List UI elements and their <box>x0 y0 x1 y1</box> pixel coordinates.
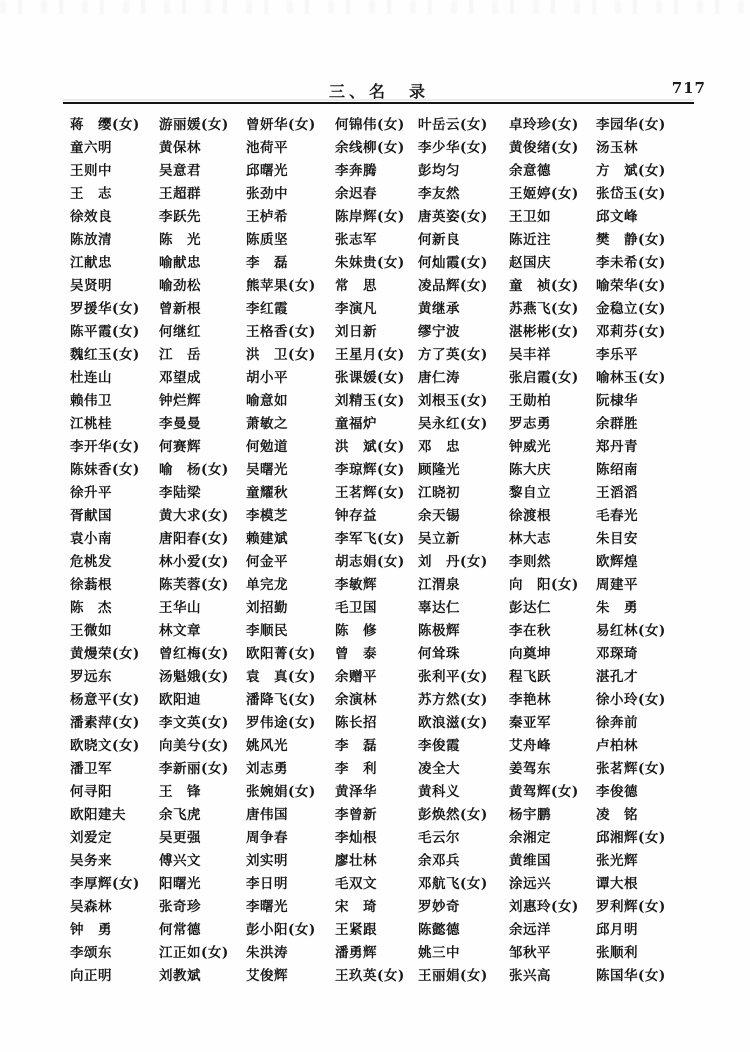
name-cell: 江献忠 <box>70 255 112 271</box>
name-cell: 秦亚军 <box>509 715 551 731</box>
name-cell: 阮棣华 <box>596 393 638 409</box>
name-cell: 凌全大 <box>418 761 460 777</box>
name-cell: 毛云尔 <box>418 830 460 846</box>
name-cell: 吴曙光 <box>246 462 288 478</box>
name-cell: 余演林 <box>335 692 377 708</box>
name-cell: 李在秋 <box>509 623 551 639</box>
name-cell: 湛孔才 <box>596 669 638 685</box>
name-cell: 向奠坤 <box>509 646 551 662</box>
name-cell: 朱 勇 <box>596 600 638 616</box>
name-cell: 傅兴文 <box>159 853 201 869</box>
name-cell: 黄驾辉(女) <box>509 784 579 800</box>
name-cell: 唐阳春(女) <box>159 531 229 547</box>
name-cell: 曾新根 <box>159 301 201 317</box>
name-cell: 张顺利 <box>596 945 638 961</box>
name-cell: 邱曙光 <box>246 163 288 179</box>
name-cell: 童 祯(女) <box>509 278 579 294</box>
name-cell: 李模芝 <box>246 508 288 524</box>
name-cell: 张岱玉(女) <box>596 186 666 202</box>
name-cell: 赖建斌 <box>246 531 288 547</box>
name-cell: 王茗辉(女) <box>335 485 405 501</box>
name-cell: 陈放清 <box>70 232 112 248</box>
name-cell: 李艳林 <box>509 692 551 708</box>
name-cell: 潘勇辉 <box>335 945 377 961</box>
name-cell: 何寻阳 <box>70 784 112 800</box>
name-cell: 喻劲松 <box>159 278 201 294</box>
name-cell: 罗援华(女) <box>70 301 140 317</box>
name-cell: 黄继承 <box>418 301 460 317</box>
name-cell: 曾 泰 <box>335 646 377 662</box>
name-cell: 刘实明 <box>246 853 288 869</box>
name-cell: 姜驾东 <box>509 761 551 777</box>
name-cell: 刘惠玲(女) <box>509 899 579 915</box>
name-cell: 洪 斌(女) <box>335 439 405 455</box>
name-cell: 唐伟国 <box>246 807 288 823</box>
name-cell: 钟威光 <box>509 439 551 455</box>
name-cell: 吴务来 <box>70 853 112 869</box>
name-cell: 李文英(女) <box>159 715 229 731</box>
name-cell: 黄保林 <box>159 140 201 156</box>
name-cell: 王丽娟(女) <box>418 968 488 984</box>
name-cell: 叶岳云(女) <box>418 117 488 133</box>
name-cell: 潘降飞(女) <box>246 692 316 708</box>
name-cell: 王紧跟 <box>335 922 377 938</box>
name-cell: 何耸珠 <box>418 646 460 662</box>
name-cell: 黎自立 <box>509 485 551 501</box>
name-cell: 张课媛(女) <box>335 370 405 386</box>
section-title: 三、名 录 <box>328 82 429 101</box>
name-cell: 刘根玉(女) <box>418 393 488 409</box>
name-cell: 邓 忠 <box>418 439 460 455</box>
name-cell: 毛春光 <box>596 508 638 524</box>
name-cell: 欧阳迪 <box>159 692 201 708</box>
name-cell: 王滔滔 <box>596 485 638 501</box>
name-cell: 欧晓文(女) <box>70 738 140 754</box>
name-cell: 邱文峰 <box>596 209 638 225</box>
name-cell: 黄泽华 <box>335 784 377 800</box>
name-cell: 黄俊绪(女) <box>509 140 579 156</box>
name-cell: 张利平(女) <box>418 669 488 685</box>
name-cell: 彭均匀 <box>418 163 460 179</box>
name-cell: 艾舟峰 <box>509 738 551 754</box>
name-cell: 樊 静(女) <box>596 232 666 248</box>
name-cell: 汤魁娥(女) <box>159 669 229 685</box>
name-cell: 陈懿德 <box>418 922 460 938</box>
name-cell: 余湘定 <box>509 830 551 846</box>
name-cell: 罗志勇 <box>509 416 551 432</box>
name-cell: 李未希(女) <box>596 255 666 271</box>
name-cell: 王玖英(女) <box>335 968 405 984</box>
name-cell: 唐仁涛 <box>418 370 460 386</box>
name-cell: 张茗辉(女) <box>596 761 666 777</box>
name-cell: 李日明 <box>246 876 288 892</box>
name-cell: 何赛辉 <box>159 439 201 455</box>
name-cell: 陈岸辉(女) <box>335 209 405 225</box>
name-cell: 王超群 <box>159 186 201 202</box>
name-cell: 唐英姿(女) <box>418 209 488 225</box>
name-cell: 缪宁波 <box>418 324 460 340</box>
name-cell: 彭小阳(女) <box>246 922 316 938</box>
name-cell: 刘志勇 <box>246 761 288 777</box>
name-cell: 何锦伟(女) <box>335 117 405 133</box>
name-cell: 陈平霞(女) <box>70 324 140 340</box>
name-cell: 湛彬彬(女) <box>509 324 579 340</box>
name-cell: 顾隆光 <box>418 462 460 478</box>
name-cell: 赵国庆 <box>509 255 551 271</box>
name-cell: 张劲中 <box>246 186 288 202</box>
name-cell: 潘素萍(女) <box>70 715 140 731</box>
name-cell: 陈绍南 <box>596 462 638 478</box>
name-cell: 邓莉芬(女) <box>596 324 666 340</box>
name-cell: 林小爱(女) <box>159 554 229 570</box>
name-cell: 李则然 <box>509 554 551 570</box>
name-cell: 徐效良 <box>70 209 112 225</box>
name-cell: 李 磊 <box>335 738 377 754</box>
name-cell: 王华山 <box>159 600 201 616</box>
name-cell: 李琼辉(女) <box>335 462 405 478</box>
name-cell: 江桃桂 <box>70 416 112 432</box>
name-cell: 游丽媛(女) <box>159 117 229 133</box>
name-cell: 徐小玲(女) <box>596 692 666 708</box>
name-cell: 涂远兴 <box>509 876 551 892</box>
name-cell: 李跃先 <box>159 209 201 225</box>
name-cell: 程飞跃 <box>509 669 551 685</box>
name-cell: 喻 杨(女) <box>159 462 229 478</box>
name-cell: 彭达仁 <box>509 600 551 616</box>
name-cell: 单完龙 <box>246 577 288 593</box>
name-cell: 余意德 <box>509 163 551 179</box>
name-cell: 凌品辉(女) <box>418 278 488 294</box>
name-cell: 钟 勇 <box>70 922 112 938</box>
name-cell: 王姬婷(女) <box>509 186 579 202</box>
name-cell: 余天锡 <box>418 508 460 524</box>
name-cell: 李红霞 <box>246 301 288 317</box>
name-cell: 刘教斌 <box>159 968 201 984</box>
name-cell: 李顺民 <box>246 623 288 639</box>
name-cell: 姚风光 <box>246 738 288 754</box>
name-cell: 邹秋平 <box>509 945 551 961</box>
name-cell: 朱目安 <box>596 531 638 547</box>
name-cell: 魏红玉(女) <box>70 347 140 363</box>
name-cell: 向美兮(女) <box>159 738 229 754</box>
name-cell: 徐渡根 <box>509 508 551 524</box>
name-cell: 欧辉煌 <box>596 554 638 570</box>
name-cell: 李 磊 <box>246 255 288 271</box>
name-cell: 李俊霞 <box>418 738 460 754</box>
name-cell: 姚三中 <box>418 945 460 961</box>
name-cell: 卢柏林 <box>596 738 638 754</box>
name-cell: 黄大求(女) <box>159 508 229 524</box>
name-cell: 罗妙奇 <box>418 899 460 915</box>
name-cell: 危桃发 <box>70 554 112 570</box>
name-cell: 黄维国 <box>509 853 551 869</box>
name-cell: 余群胜 <box>596 416 638 432</box>
name-cell: 胡志娟(女) <box>335 554 405 570</box>
name-cell: 王栌希 <box>246 209 288 225</box>
name-cell: 周建平 <box>596 577 638 593</box>
name-cell: 王 锋 <box>159 784 201 800</box>
name-cell: 林大志 <box>509 531 551 547</box>
name-cell: 曾妍华(女) <box>246 117 316 133</box>
name-cell: 吴意君 <box>159 163 201 179</box>
name-cell: 彭焕然(女) <box>418 807 488 823</box>
page-header <box>66 79 706 101</box>
name-cell: 刘精玉(女) <box>335 393 405 409</box>
name-cell: 童福炉 <box>335 416 377 432</box>
name-cell: 江晓初 <box>418 485 460 501</box>
name-cell: 余赠平 <box>335 669 377 685</box>
name-cell: 卓玲珍(女) <box>509 117 579 133</box>
name-cell: 喻林玉(女) <box>596 370 666 386</box>
name-cell: 胥献国 <box>70 508 112 524</box>
name-cell: 胡小平 <box>246 370 288 386</box>
name-cell: 邱湘辉(女) <box>596 830 666 846</box>
name-cell: 喻荣华(女) <box>596 278 666 294</box>
name-cell: 张光辉 <box>596 853 638 869</box>
name-cell: 余线柳(女) <box>335 140 405 156</box>
name-cell: 李颂东 <box>70 945 112 961</box>
name-cell: 王勋柏 <box>509 393 551 409</box>
name-cell: 徐升平 <box>70 485 112 501</box>
name-cell: 杨宇鹏 <box>509 807 551 823</box>
name-cell: 陈长招 <box>335 715 377 731</box>
name-cell: 李曙光 <box>246 899 288 915</box>
name-cell: 陈大庆 <box>509 462 551 478</box>
name-cell: 黄科义 <box>418 784 460 800</box>
name-cell: 李俊德 <box>596 784 638 800</box>
name-cell: 李少华(女) <box>418 140 488 156</box>
name-cell: 邓望成 <box>159 370 201 386</box>
name-cell: 何金平 <box>246 554 288 570</box>
name-cell: 何继红 <box>159 324 201 340</box>
name-cell: 黄熳荣(女) <box>70 646 140 662</box>
name-cell: 常 思 <box>335 278 377 294</box>
name-cell: 宋 琦 <box>335 899 377 915</box>
name-cell: 童六明 <box>70 140 112 156</box>
name-cell: 李新丽(女) <box>159 761 229 777</box>
name-cell: 苏燕飞(女) <box>509 301 579 317</box>
name-cell: 王卫如 <box>509 209 551 225</box>
name-cell: 易红林(女) <box>596 623 666 639</box>
name-cell: 李奔腾 <box>335 163 377 179</box>
name-cell: 李乐平 <box>596 347 638 363</box>
name-cell: 汤玉林 <box>596 140 638 156</box>
name-cell: 欧阳菁(女) <box>246 646 316 662</box>
name-cell: 李园华(女) <box>596 117 666 133</box>
name-cell: 李 利 <box>335 761 377 777</box>
name-cell: 陈国华(女) <box>596 968 666 984</box>
name-cell: 童耀秋 <box>246 485 288 501</box>
name-cell: 王微如 <box>70 623 112 639</box>
name-cell: 周争春 <box>246 830 288 846</box>
name-cell: 李厚辉(女) <box>70 876 140 892</box>
name-cell: 王则中 <box>70 163 112 179</box>
page-number: 717 <box>671 79 706 97</box>
name-cell: 江渭泉 <box>418 577 460 593</box>
name-cell: 陈 光 <box>159 232 201 248</box>
name-cell: 张婉娟(女) <box>246 784 316 800</box>
name-cell: 吴贤明 <box>70 278 112 294</box>
name-cell: 余飞虎 <box>159 807 201 823</box>
name-cell: 李开华(女) <box>70 439 140 455</box>
name-cell: 邱月明 <box>596 922 638 938</box>
name-cell: 毛卫国 <box>335 600 377 616</box>
name-cell: 王格香(女) <box>246 324 316 340</box>
name-cell: 王 志 <box>70 186 112 202</box>
name-cell: 罗利辉(女) <box>596 899 666 915</box>
name-cell: 王星月(女) <box>335 347 405 363</box>
name-cell: 吴永红(女) <box>418 416 488 432</box>
name-cell: 李友然 <box>418 186 460 202</box>
name-cell: 曾红梅(女) <box>159 646 229 662</box>
name-cell: 洪 卫(女) <box>246 347 316 363</box>
name-cell: 何新良 <box>418 232 460 248</box>
name-cell: 吴更强 <box>159 830 201 846</box>
name-cell: 邓航飞(女) <box>418 876 488 892</box>
name-cell: 方了英(女) <box>418 347 488 363</box>
name-cell: 邓琛琦 <box>596 646 638 662</box>
name-cell: 余远洋 <box>509 922 551 938</box>
name-cell: 袁 真(女) <box>246 669 316 685</box>
name-cell: 李灿根 <box>335 830 377 846</box>
name-cell: 刘招勤 <box>246 600 288 616</box>
name-cell: 江 岳 <box>159 347 201 363</box>
name-cell: 李军飞(女) <box>335 531 405 547</box>
name-cell: 张启霞(女) <box>509 370 579 386</box>
name-cell: 郑丹青 <box>596 439 638 455</box>
name-cell: 辜达仁 <box>418 600 460 616</box>
name-cell: 徐蓊根 <box>70 577 112 593</box>
name-cell: 李演凡 <box>335 301 377 317</box>
name-cell: 杨意平(女) <box>70 692 140 708</box>
name-cell: 向正明 <box>70 968 112 984</box>
name-cell: 张志军 <box>335 232 377 248</box>
name-cell: 何灿霞(女) <box>418 255 488 271</box>
name-cell: 陈近注 <box>509 232 551 248</box>
name-cell: 池荷平 <box>246 140 288 156</box>
name-cell: 陈极辉 <box>418 623 460 639</box>
name-cell: 罗伟途(女) <box>246 715 316 731</box>
name-cell: 何常德 <box>159 922 201 938</box>
name-cell: 欧浪滋(女) <box>418 715 488 731</box>
name-cell: 江正如(女) <box>159 945 229 961</box>
name-cell: 张奇珍 <box>159 899 201 915</box>
name-cell: 徐奔前 <box>596 715 638 731</box>
name-cell: 陈妹香(女) <box>70 462 140 478</box>
name-cell: 陈 杰 <box>70 600 112 616</box>
name-cell: 林文章 <box>159 623 201 639</box>
name-cell: 杜连山 <box>70 370 112 386</box>
name-cell: 艾俊辉 <box>246 968 288 984</box>
name-cell: 谭大根 <box>596 876 638 892</box>
name-cell: 吴立新 <box>418 531 460 547</box>
name-cell: 李陆梁 <box>159 485 201 501</box>
name-cell: 赖伟卫 <box>70 393 112 409</box>
name-cell: 袁小南 <box>70 531 112 547</box>
name-cell: 喻献忠 <box>159 255 201 271</box>
name-cell: 余迟春 <box>335 186 377 202</box>
name-cell: 陈 修 <box>335 623 377 639</box>
name-cell: 李曼曼 <box>159 416 201 432</box>
name-cell: 廖壮林 <box>335 853 377 869</box>
name-cell: 金稳立(女) <box>596 301 666 317</box>
name-cell: 苏方然(女) <box>418 692 488 708</box>
name-cell: 刘日新 <box>335 324 377 340</box>
name-cell: 方 斌(女) <box>596 163 666 179</box>
name-cell: 凌 铭 <box>596 807 638 823</box>
name-cell: 钟烂辉 <box>159 393 201 409</box>
name-cell: 朱妹贵(女) <box>335 255 405 271</box>
name-cell: 熊苹果(女) <box>246 278 316 294</box>
name-cell: 刘爱定 <box>70 830 112 846</box>
name-directory-grid <box>70 114 696 988</box>
name-cell: 蒋 缨(女) <box>70 117 140 133</box>
name-cell: 毛双文 <box>335 876 377 892</box>
header-rule <box>63 102 694 104</box>
name-cell: 李敏辉 <box>335 577 377 593</box>
name-cell: 朱洪涛 <box>246 945 288 961</box>
name-cell: 陈芙蓉(女) <box>159 577 229 593</box>
name-cell: 阳曙光 <box>159 876 201 892</box>
name-cell: 喻意如 <box>246 393 288 409</box>
name-cell: 向 阳(女) <box>509 577 579 593</box>
name-cell: 张兴高 <box>509 968 551 984</box>
name-cell: 萧敏之 <box>246 416 288 432</box>
name-cell: 李曾新 <box>335 807 377 823</box>
name-cell: 钟存益 <box>335 508 377 524</box>
name-cell: 潘卫军 <box>70 761 112 777</box>
name-cell: 何勉道 <box>246 439 288 455</box>
name-cell: 罗远东 <box>70 669 112 685</box>
name-cell: 陈质坚 <box>246 232 288 248</box>
name-cell: 刘 丹(女) <box>418 554 488 570</box>
name-cell: 吴丰祥 <box>509 347 551 363</box>
name-cell: 余邓兵 <box>418 853 460 869</box>
name-cell: 吴森林 <box>70 899 112 915</box>
name-cell: 欧阳建夫 <box>70 807 126 823</box>
scan-noise <box>0 0 750 14</box>
